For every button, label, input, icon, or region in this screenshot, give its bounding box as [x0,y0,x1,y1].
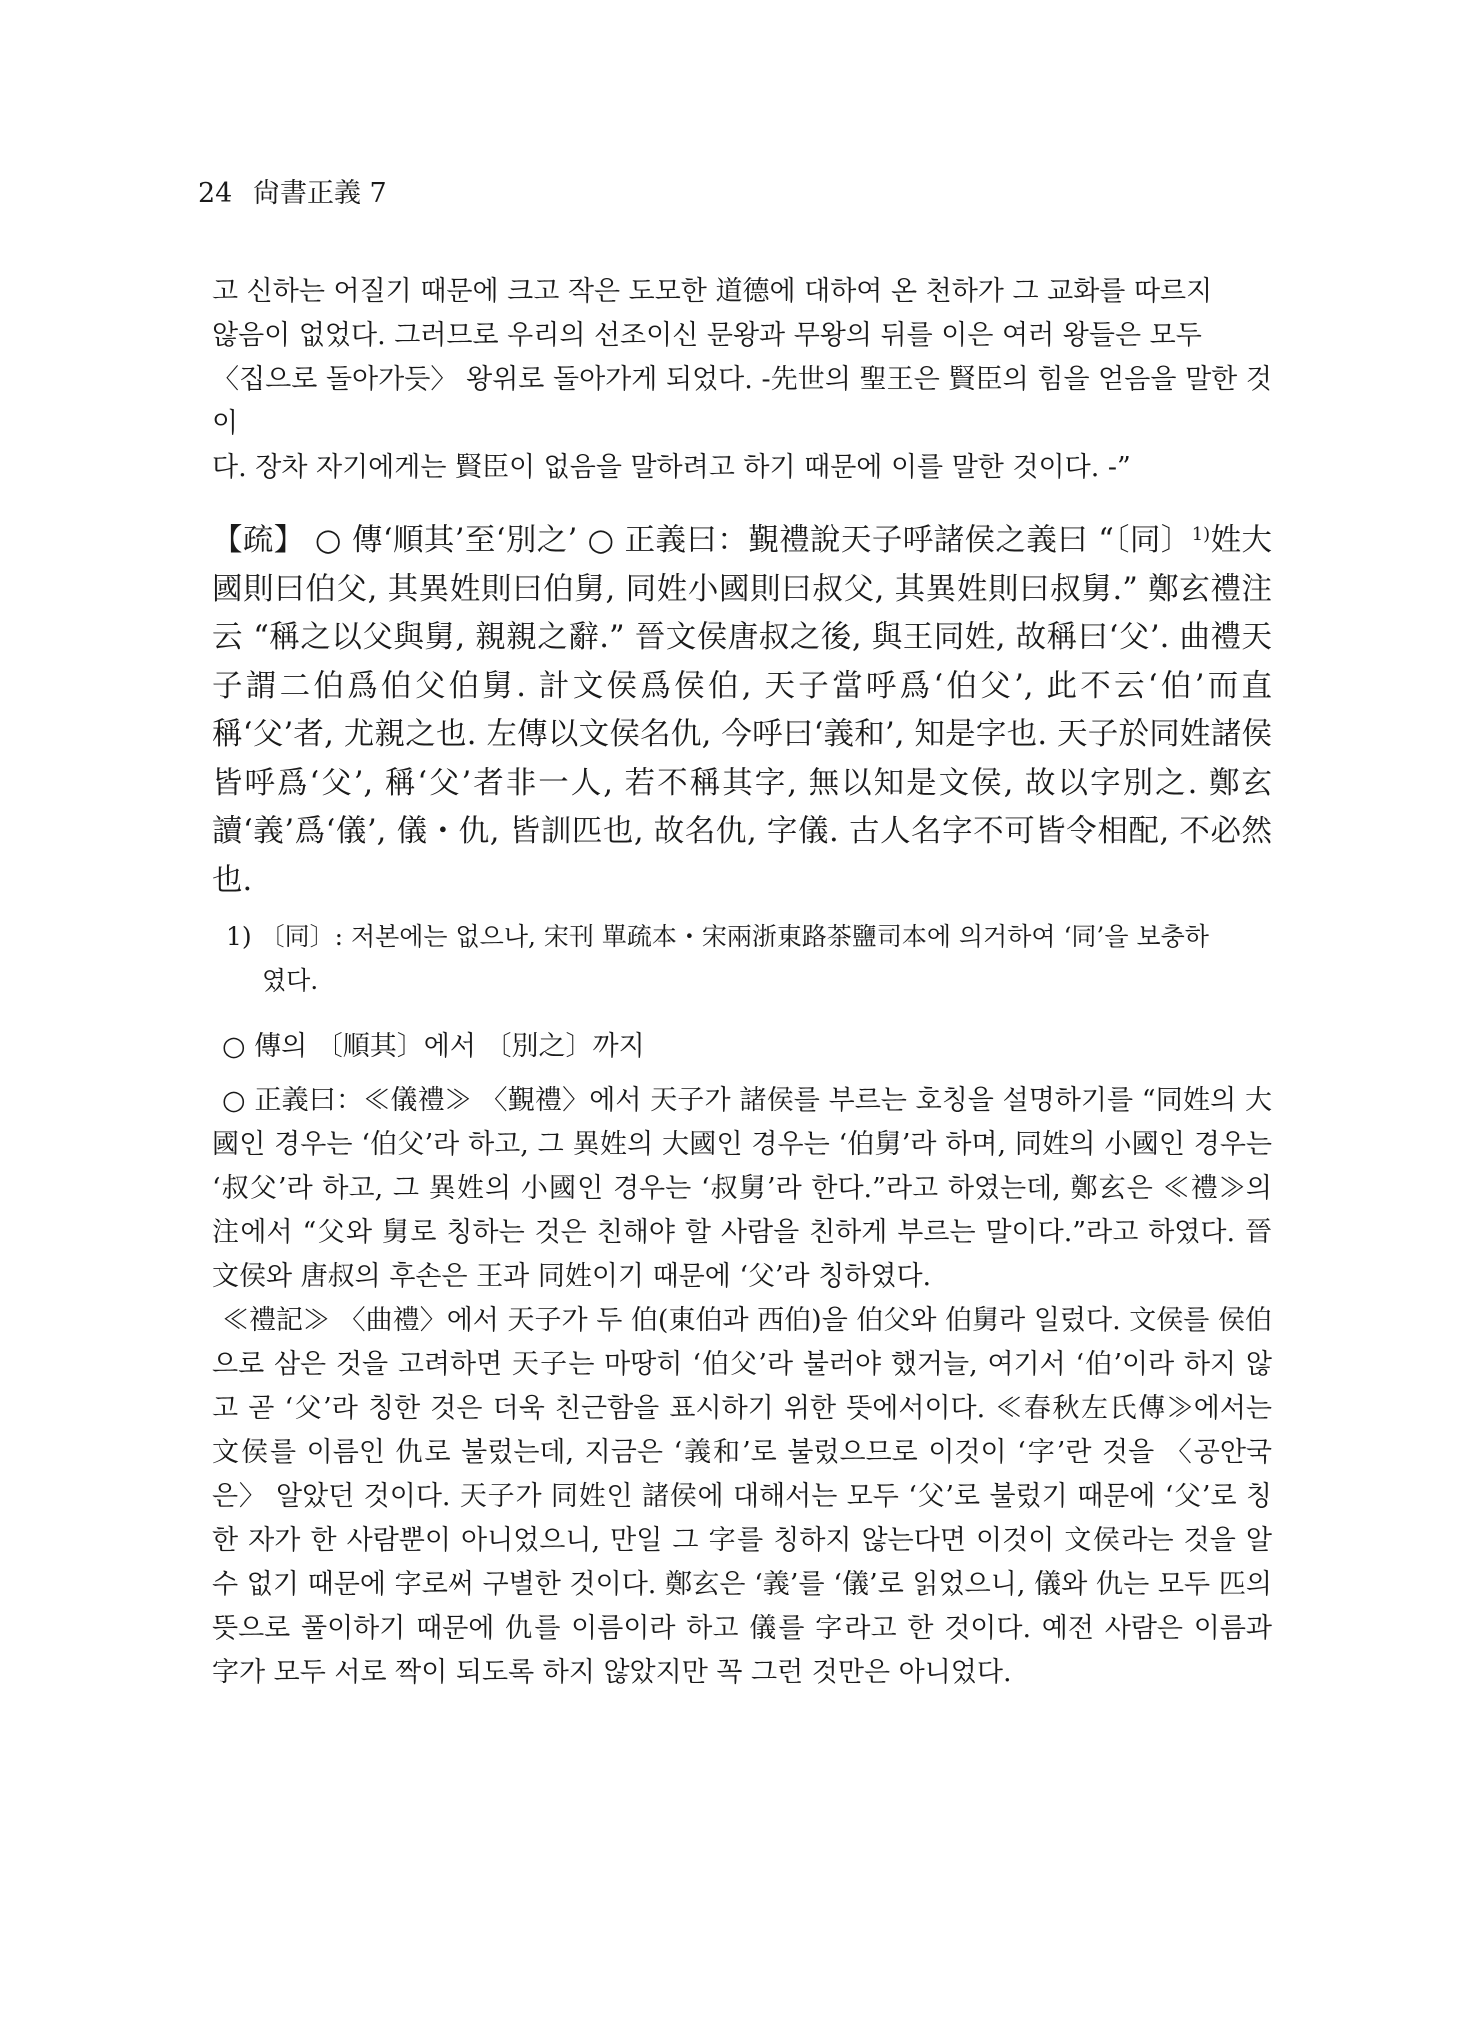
footnote-line: 였다. [262,966,319,995]
footnote-ref: 1) [1191,524,1211,545]
book-title: 尙書正義 7 [252,178,387,209]
translation-heading: ○ 傳의 〔順其〕에서 〔別之〕까지 [222,1031,645,1062]
translation-paragraph: ≪禮記≫ 〈曲禮〉에서 天子가 두 伯(東伯과 西伯)을 伯父와 伯舅라 일렀다. 文侯를 侯伯으로 삼은 것을 고려하면 天子는 마땅히 ‘伯父’라 불러야 했거늘, 여기서 ‘伯’이라 하지 않고 곧 ‘父’라 칭한 것은 더욱 친근함을 표시하기 위한 뜻에서이다. ≪春秋左氏傳≫에서는 文侯를 이름인 仇로 불렀는데, 지금은 ‘義和’로 불렀으므로 이것이 ‘字’란 것을 〈공안국은〉 알았던 것이다. 天子가 同姓인 諸侯에 대해서는 모두 ‘父’로 불렀기 때문에 ‘父’로 칭한 자가 한 사람뿐이 아니었으니, 만일 그 字를 칭하지 않는다면 이것이 文侯라는 것을 알 수 없기 때문에 字로써 구별한 것이다. 鄭玄은 ‘義’를 ‘儀’로 읽었으니, 儀와 仇는 모두 匹의 뜻으로 풀이하기 때문에 仇를 이름이라 하고 儀를 字라고 한 것이다. 예전 사람은 이름과 字가 모두 서로 짝이 되도록 하지 않았지만 꼭 그런 것만은 아니었다. [212,1305,1272,1688]
footnote-line: 1) 〔同〕: 저본에는 없으나, 宋刊 單疏本・宋兩浙東路茶鹽司本에 의거하여 ‘同’을 보충하 [226,922,1209,951]
translation-paragraph: ○ 正義曰：≪儀禮≫ 〈覲禮〉에서 天子가 諸侯를 부르는 호칭을 설명하기를 “同姓의 大國인 경우는 ‘伯父’라 하고, 그 異姓의 大國인 경우는 ‘伯舅’라 하며, 同姓의 小國인 경우는 ‘叔父’라 하고, 그 異姓의 小國인 경우는 ‘叔舅’라 한다.”라고 하였는데, 鄭玄은 ≪禮≫의 注에서 “父와 舅로 칭하는 것은 친해야 할 사람을 친하게 부르는 말이다.”라고 하였다. 晉 文侯와 唐叔의 후손은 王과 同姓이기 때문에 ‘父’라 칭하였다. [212,1085,1272,1292]
commentary-label: 【疏】 [212,523,305,558]
text-line: 않음이 없었다. 그러므로 우리의 선조이신 문왕과 무왕의 뒤를 이은 여러 왕들은 모두 [212,320,1202,351]
commentary-first-part: ○ 傳‘順其’至‘別之’ ○ 正義曰：覲禮說天子呼諸侯之義曰 “〔同〕 [314,523,1192,558]
running-header [198,174,387,214]
footnote-block [212,915,1272,1003]
commentary-paragraph [212,517,1272,905]
text-line: 고 신하는 어질기 때문에 크고 작은 도모한 道德에 대하여 온 천하가 그 교화를 따르지 [212,276,1213,307]
commentary-rest: 姓大國則曰伯父, 其異姓則曰伯舅, 同姓小國則曰叔父, 其異姓則曰叔舅.” 鄭玄禮注云 “稱之以父與舅, 親親之辭.” 晉文侯唐叔之後, 與王同姓, 故稱曰‘父’. 曲禮天子謂二伯爲伯父伯舅. 計文侯爲侯伯, 天子當呼爲‘伯父’, 此不云‘伯’而直稱‘父’者, 尤親之也. 左傳以文侯名仇, 今呼曰‘義和’, 知是字也. 天子於同姓諸侯皆呼爲‘父’, 稱‘父’者非一人, 若不稱其字, 無以知是文侯, 故以字別之. 鄭玄讀‘義’爲‘儀’, 儀・仇, 皆訓匹也, 故名仇, 字儀. 古人名字不可皆令相配, 不必然也. [212,523,1272,898]
commentary-block [212,517,1272,905]
main-translation-text [212,270,1272,490]
page-number: 24 [198,178,233,209]
text-line: 〈집으로 돌아가듯〉 왕위로 돌아가게 되었다. -先世의 聖王은 賢臣의 힘을 얻음을 말한 것이 [212,364,1272,439]
text-line: 다. 장차 자기에게는 賢臣이 없음을 말하려고 하기 때문에 이를 말한 것이다. -” [212,452,1131,483]
commentary-translation [212,1025,1272,1695]
